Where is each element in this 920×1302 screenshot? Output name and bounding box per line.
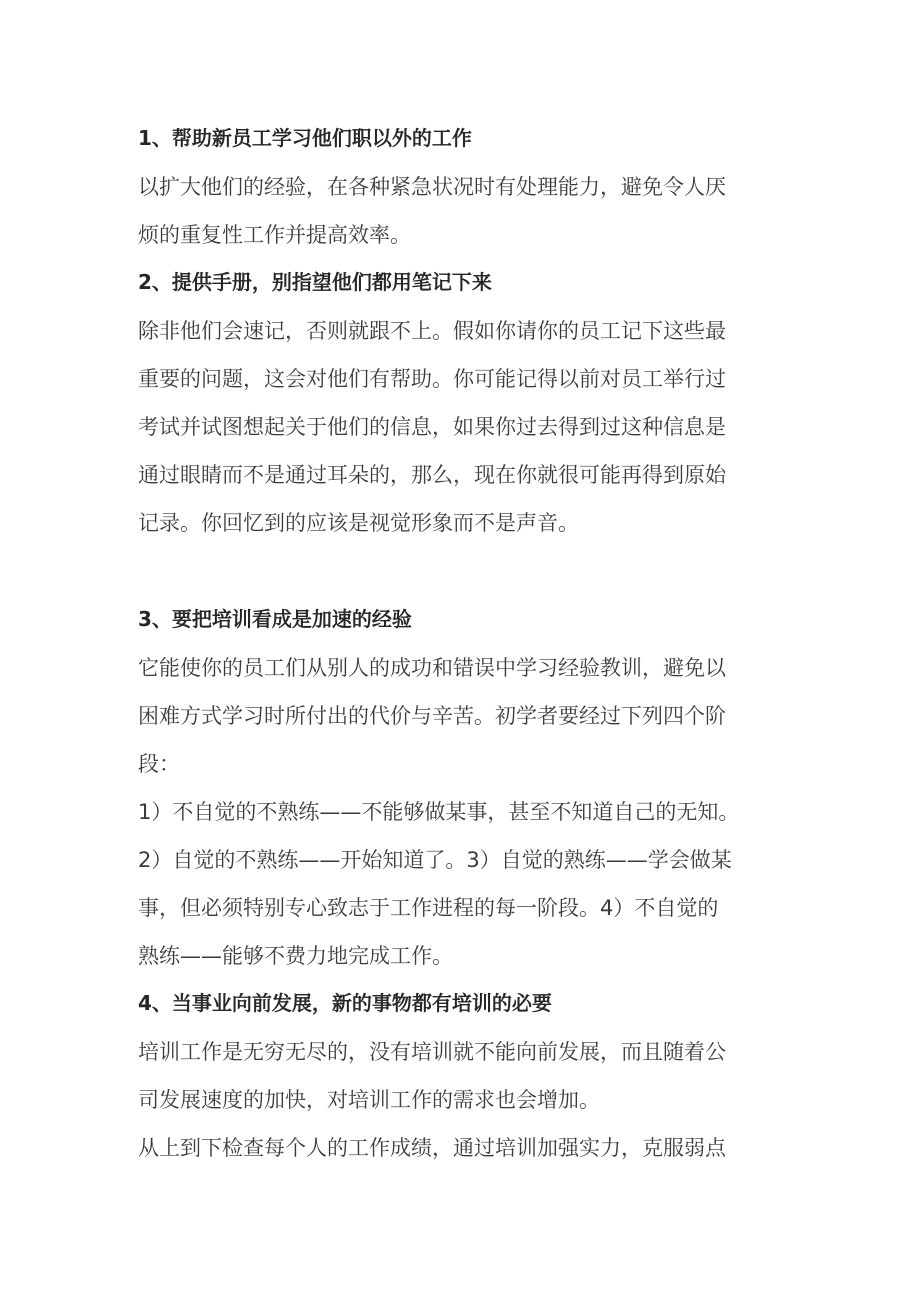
section-heading: 1、帮助新员工学习他们职以外的工作 [138,126,472,150]
paragraph-line: 1）不自觉的不熟练——不能够做某事，甚至不知道自己的无知。 [138,800,740,824]
section-heading: 4、当事业向前发展，新的事物都有培训的必要 [138,991,552,1015]
paragraph-line: 段： [138,752,180,776]
paragraph-line: 从上到下检查每个人的工作成绩，通过培训加强实力，克服弱点 [138,1136,726,1160]
paragraph-line: 以扩大他们的经验，在各种紧急状况时有处理能力，避免令人厌 [138,175,726,199]
paragraph-line: 烦的重复性工作并提高效率。 [138,223,411,247]
paragraph-line: 记录。你回忆到的应该是视觉形象而不是声音。 [138,511,579,535]
paragraph-line: 困难方式学习时所付出的代价与辛苦。初学者要经过下列四个阶 [138,704,726,728]
paragraph-line: 熟练——能够不费力地完成工作。 [138,944,453,968]
section-heading: 3、要把培训看成是加速的经验 [138,607,412,631]
paragraph-line: 它能使你的员工们从别人的成功和错误中学习经验教训，避免以 [138,656,726,680]
paragraph-line: 司发展速度的加快，对培训工作的需求也会增加。 [138,1088,600,1112]
paragraph-line: 培训工作是无穷无尽的，没有培训就不能向前发展，而且随着公 [138,1040,726,1064]
section-heading: 2、提供手册，别指望他们都用笔记下来 [138,270,492,294]
paragraph-line: 事，但必须特别专心致志于工作进程的每一阶段。4）不自觉的 [138,896,719,920]
paragraph-line: 考试并试图想起关于他们的信息，如果你过去得到过这种信息是 [138,415,726,439]
paragraph-line: 2）自觉的不熟练——开始知道了。3）自觉的熟练——学会做某 [138,848,732,872]
paragraph-line: 通过眼睛而不是通过耳朵的，那么，现在你就很可能再得到原始 [138,463,726,487]
paragraph-line: 重要的问题，这会对他们有帮助。你可能记得以前对员工举行过 [138,367,726,391]
paragraph-line: 除非他们会速记，否则就跟不上。假如你请你的员工记下这些最 [138,319,726,343]
